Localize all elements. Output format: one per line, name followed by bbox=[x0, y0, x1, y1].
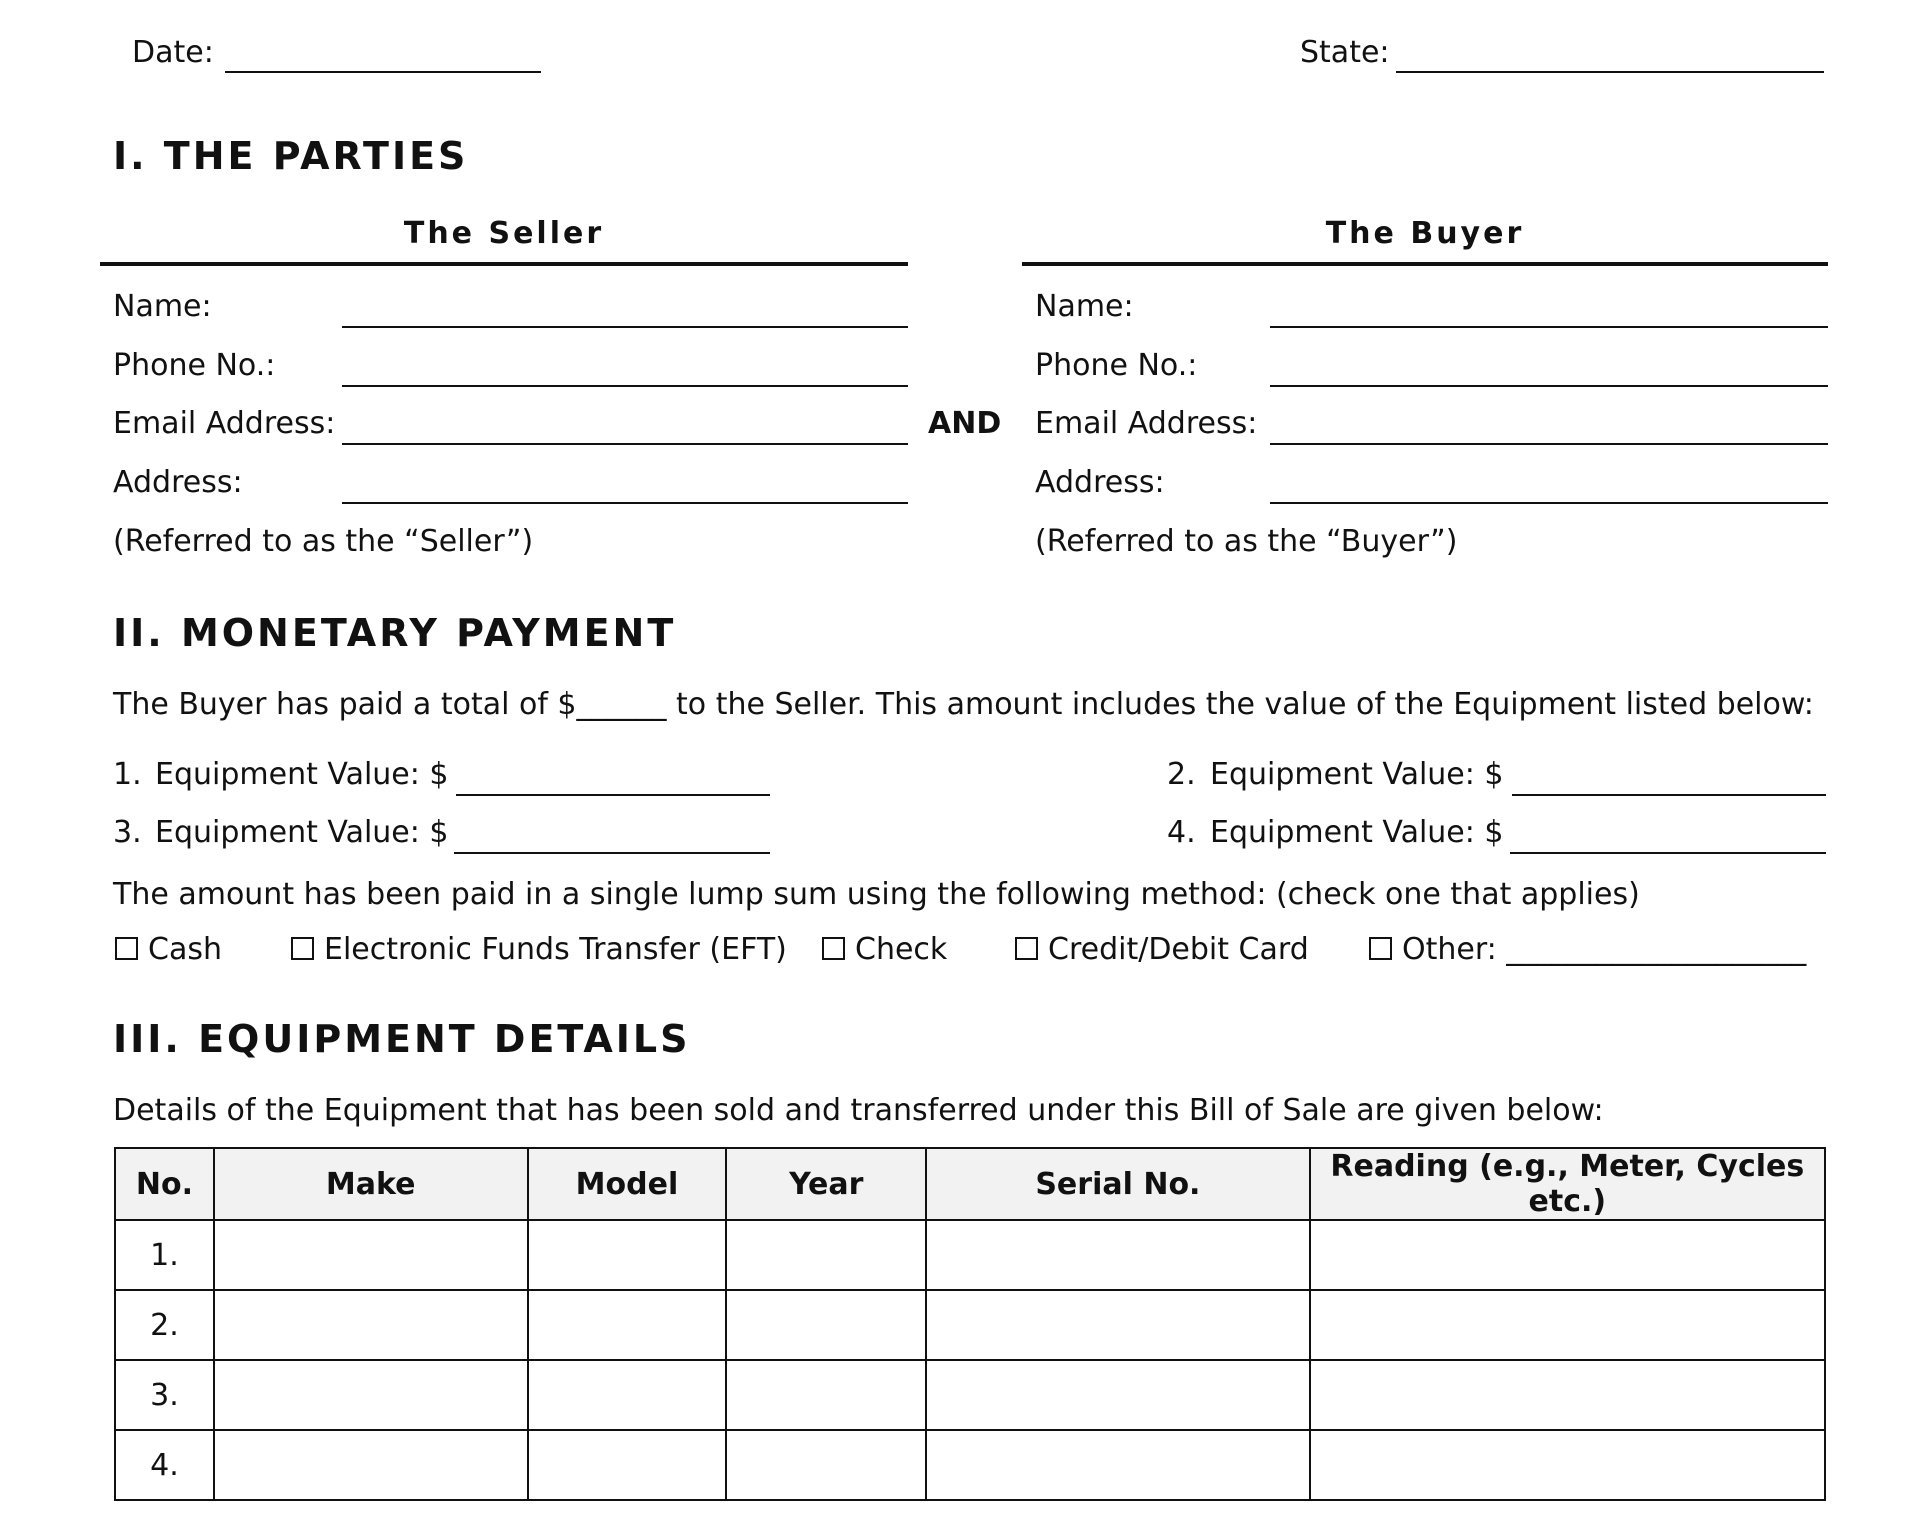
buyer-phone-field[interactable] bbox=[1270, 385, 1828, 387]
checkbox-icon[interactable] bbox=[1015, 937, 1038, 960]
reading-cell[interactable] bbox=[1310, 1290, 1825, 1360]
equipment-value-4-label: Equipment Value: $ bbox=[1210, 815, 1504, 850]
serial-cell[interactable] bbox=[926, 1290, 1310, 1360]
equipment-value-3-label: Equipment Value: $ bbox=[155, 815, 449, 850]
method-other-option[interactable] bbox=[1369, 932, 1806, 968]
year-cell[interactable] bbox=[726, 1360, 926, 1430]
year-cell[interactable] bbox=[726, 1430, 926, 1500]
column-header-no: No. bbox=[115, 1148, 214, 1220]
make-cell[interactable] bbox=[214, 1430, 528, 1500]
row-number: 4. bbox=[115, 1430, 214, 1500]
column-header-year: Year bbox=[726, 1148, 926, 1220]
make-cell[interactable] bbox=[214, 1220, 528, 1290]
row-number: 2. bbox=[115, 1290, 214, 1360]
buyer-address-label: Address: bbox=[1035, 465, 1165, 500]
seller-address-label: Address: bbox=[113, 465, 243, 500]
equipment-heading: III. EQUIPMENT DETAILS bbox=[113, 1017, 691, 1061]
equipment-value-1-number: 1. bbox=[113, 757, 142, 792]
year-cell[interactable] bbox=[726, 1290, 926, 1360]
seller-phone-label: Phone No.: bbox=[113, 348, 276, 383]
equipment-value-4-field[interactable] bbox=[1510, 852, 1826, 854]
serial-cell[interactable] bbox=[926, 1430, 1310, 1500]
seller-phone-field[interactable] bbox=[342, 385, 908, 387]
model-cell[interactable] bbox=[528, 1290, 727, 1360]
table-row bbox=[115, 1430, 1825, 1500]
method-check-label: Check bbox=[855, 932, 948, 967]
make-cell[interactable] bbox=[214, 1290, 528, 1360]
reading-cell[interactable] bbox=[1310, 1360, 1825, 1430]
table-row bbox=[115, 1290, 1825, 1360]
checkbox-icon[interactable] bbox=[115, 937, 138, 960]
reading-cell[interactable] bbox=[1310, 1220, 1825, 1290]
date-field[interactable] bbox=[225, 71, 541, 73]
buyer-email-label: Email Address: bbox=[1035, 406, 1258, 441]
method-card-label: Credit/Debit Card bbox=[1048, 932, 1309, 967]
buyer-name-field[interactable] bbox=[1270, 326, 1828, 328]
checkbox-icon[interactable] bbox=[1369, 937, 1392, 960]
seller-referred-text: (Referred to as the “Seller”) bbox=[113, 524, 534, 559]
method-card-option[interactable] bbox=[1015, 932, 1309, 968]
buyer-referred-text: (Referred to as the “Buyer”) bbox=[1035, 524, 1458, 559]
column-header-reading: Reading (e.g., Meter, Cycles etc.) bbox=[1310, 1148, 1825, 1220]
serial-cell[interactable] bbox=[926, 1220, 1310, 1290]
table-row bbox=[115, 1220, 1825, 1290]
buyer-name-label: Name: bbox=[1035, 289, 1134, 324]
equipment-value-3-number: 3. bbox=[113, 815, 142, 850]
state-label: State: bbox=[1300, 35, 1390, 70]
model-cell[interactable] bbox=[528, 1430, 727, 1500]
buyer-address-field[interactable] bbox=[1270, 502, 1828, 504]
equipment-intro-text: Details of the Equipment that has been sold and transferred under this Bill of Sale are given below: bbox=[113, 1093, 1604, 1128]
buyer-phone-label: Phone No.: bbox=[1035, 348, 1198, 383]
method-other-label: Other: ____________________ bbox=[1402, 932, 1807, 967]
year-cell[interactable] bbox=[726, 1220, 926, 1290]
seller-title: The Seller bbox=[403, 216, 605, 251]
equipment-value-1-label: Equipment Value: $ bbox=[155, 757, 449, 792]
buyer-email-field[interactable] bbox=[1270, 443, 1828, 445]
method-check-option[interactable] bbox=[822, 932, 947, 968]
table-row bbox=[115, 1360, 1825, 1430]
model-cell[interactable] bbox=[528, 1220, 727, 1290]
equipment-value-2-number: 2. bbox=[1167, 757, 1196, 792]
row-number: 3. bbox=[115, 1360, 214, 1430]
method-cash-option[interactable] bbox=[115, 932, 222, 968]
parties-heading: I. THE PARTIES bbox=[113, 134, 469, 178]
buyer-divider bbox=[1022, 262, 1828, 266]
column-header-serial: Serial No. bbox=[926, 1148, 1310, 1220]
seller-divider bbox=[100, 262, 908, 266]
seller-name-field[interactable] bbox=[342, 326, 908, 328]
seller-email-label: Email Address: bbox=[113, 406, 336, 441]
and-connector: AND bbox=[928, 406, 1002, 441]
state-field[interactable] bbox=[1396, 71, 1824, 73]
equipment-value-1-field[interactable] bbox=[456, 794, 770, 796]
model-cell[interactable] bbox=[528, 1360, 727, 1430]
checkbox-icon[interactable] bbox=[291, 937, 314, 960]
serial-cell[interactable] bbox=[926, 1360, 1310, 1430]
method-cash-label: Cash bbox=[148, 932, 222, 967]
equipment-table bbox=[114, 1147, 1826, 1501]
table-header-row bbox=[115, 1148, 1825, 1220]
row-number: 1. bbox=[115, 1220, 214, 1290]
column-header-make: Make bbox=[214, 1148, 528, 1220]
equipment-value-2-label: Equipment Value: $ bbox=[1210, 757, 1504, 792]
equipment-value-4-number: 4. bbox=[1167, 815, 1196, 850]
payment-heading: II. MONETARY PAYMENT bbox=[113, 611, 677, 655]
method-eft-label: Electronic Funds Transfer (EFT) bbox=[324, 932, 787, 967]
seller-email-field[interactable] bbox=[342, 443, 908, 445]
make-cell[interactable] bbox=[214, 1360, 528, 1430]
date-label: Date: bbox=[132, 35, 214, 70]
seller-address-field[interactable] bbox=[342, 502, 908, 504]
buyer-title: The Buyer bbox=[1325, 216, 1525, 251]
checkbox-icon[interactable] bbox=[822, 937, 845, 960]
reading-cell[interactable] bbox=[1310, 1430, 1825, 1500]
method-eft-option[interactable] bbox=[291, 932, 787, 968]
column-header-model: Model bbox=[528, 1148, 727, 1220]
payment-method-text: The amount has been paid in a single lump sum using the following method: (check one that applies) bbox=[113, 877, 1640, 912]
equipment-value-3-field[interactable] bbox=[454, 852, 770, 854]
payment-total-text: The Buyer has paid a total of $______ to the Seller. This amount includes the value of the Equipment listed below: bbox=[113, 687, 1814, 722]
seller-name-label: Name: bbox=[113, 289, 212, 324]
equipment-value-2-field[interactable] bbox=[1512, 794, 1826, 796]
